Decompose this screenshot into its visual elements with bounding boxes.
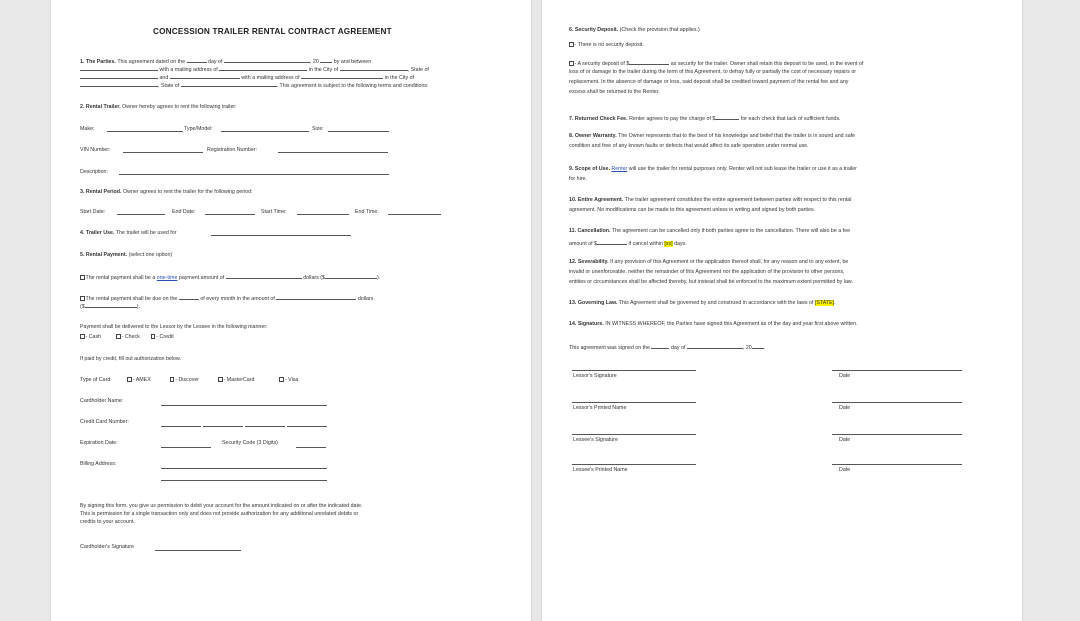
amount-blank[interactable] — [325, 272, 377, 279]
lessor-signature-field[interactable] — [572, 370, 696, 371]
deposit-line-2: loss of or damage to the trailer during the term of this Agreement, to defray fully or partially the cost of necessary repairs or — [569, 69, 857, 75]
text: - Check — [121, 334, 140, 340]
end-time-field[interactable] — [388, 214, 441, 215]
section-heading: 11. Cancellation. — [569, 228, 611, 234]
text: as security for the trailer. Owner shall retain this deposit to be used, in the event of — [670, 61, 864, 67]
signed-year-blank[interactable] — [752, 342, 764, 349]
owner-name-blank[interactable] — [80, 64, 158, 71]
lessee-printed-name-label: Lessee's Printed Name — [573, 467, 628, 473]
authorization-line-3: credits to your account. — [80, 519, 135, 525]
credit-checkbox[interactable] — [151, 334, 156, 339]
text: - MasterCard — [223, 377, 255, 383]
text: The Owner represents that to the best of his knowledge and belief that the trailer is in sound and safe — [618, 133, 856, 139]
card-number-field-4[interactable] — [287, 426, 327, 427]
text: This agreement dated on the — [117, 59, 186, 65]
text: This Agreement shall be governed by and construed in accordance with the laws of — [618, 300, 814, 306]
page-title: CONCESSION TRAILER RENTAL CONTRACT AGREEMENT — [153, 27, 392, 36]
text: amount of $ — [569, 241, 597, 247]
deposit-checkbox[interactable] — [569, 61, 574, 66]
text: if cancel within — [628, 241, 663, 247]
section-scope-of-use — [569, 166, 857, 173]
deposit-amount-blank[interactable] — [629, 58, 669, 65]
amex-checkbox[interactable] — [127, 377, 132, 382]
signed-on-line — [569, 342, 765, 352]
text: dollars — [357, 296, 374, 302]
text: with a mailing address of — [241, 75, 300, 81]
text: The rental payment shall be a — [85, 275, 156, 281]
visa-checkbox[interactable] — [279, 377, 284, 382]
text: . This agreement is subject to the following terms and conditions: — [276, 83, 429, 89]
owner-state-blank[interactable] — [80, 72, 158, 79]
renter-state-blank[interactable] — [181, 80, 277, 87]
credit-intro: If paid by credit, fill out authorization below. — [80, 356, 181, 362]
deposit-option-line-1 — [569, 58, 863, 68]
text: IN WITNESS WHEREOF, the Parties have signed this Agreement as of the day and year first above written. — [605, 321, 858, 327]
owner-city-blank[interactable] — [340, 64, 408, 71]
section-security-deposit — [569, 27, 700, 34]
lessor-printed-name-field[interactable] — [572, 402, 696, 403]
text: dollars ($ — [303, 275, 325, 281]
section-trailer-use — [80, 230, 177, 237]
payment-delivery-text: Payment shall be delivered to the Lessor by the Lessee in the following manner: — [80, 324, 268, 330]
card-type-row — [80, 377, 298, 384]
renter-address-blank[interactable] — [301, 72, 383, 79]
lessee-signature-label: Lessee's Signature — [573, 437, 618, 443]
expiration-label: Expiration Date: — [80, 440, 118, 446]
no-deposit-option — [569, 42, 644, 49]
lessee-printed-name-field[interactable] — [572, 464, 696, 465]
owner-address-blank[interactable] — [219, 64, 307, 71]
text: with a mailing address of — [159, 67, 218, 73]
deposit-line-3: replacement. In the absence of damage or loss, said deposit shall be credited toward payment of the rental fee and any — [569, 79, 849, 85]
year-blank[interactable] — [320, 56, 332, 63]
registration-field[interactable] — [278, 152, 388, 153]
section-heading: 1. The Parties. — [80, 59, 116, 65]
one-time-checkbox[interactable] — [80, 275, 85, 280]
cardholder-signature-field[interactable] — [155, 550, 241, 551]
text: - Discover — [175, 377, 200, 383]
section-heading: 2. Rental Trailer. — [80, 104, 121, 110]
section-heading: 8. Owner Warranty. — [569, 133, 617, 139]
text: This agreement was signed on the — [569, 345, 650, 351]
end-date-label: End Date: — [172, 209, 196, 215]
cash-checkbox[interactable] — [80, 334, 85, 339]
cancel-fee-blank[interactable] — [597, 238, 627, 245]
section-entire-agreement — [569, 197, 851, 204]
section-heading: 4. Trailer Use. — [80, 230, 115, 236]
card-number-field-1[interactable] — [161, 426, 201, 427]
severability-line-2: invalid or unenforceable, neither the remainder of this Agreement nor the application of the provision to other persons, — [569, 269, 845, 275]
text: day of — [208, 59, 223, 65]
text: day of — [670, 345, 686, 351]
section-heading: 6. Security Deposit. — [569, 27, 619, 33]
cardholder-signature-label: Cardholder's Signature — [80, 544, 135, 550]
type-model-label: Type/Model: — [184, 126, 213, 132]
start-date-field[interactable] — [117, 214, 165, 215]
text: Renter agrees to pay the charge of $ — [629, 116, 716, 122]
text: for each check that lack of sufficient funds. — [740, 116, 841, 122]
mastercard-checkbox[interactable] — [218, 377, 223, 382]
security-code-field[interactable] — [296, 447, 326, 448]
text: ). — [136, 304, 140, 310]
due-day-blank[interactable] — [179, 293, 199, 300]
renter-name-blank[interactable] — [170, 72, 240, 79]
section-severability — [569, 259, 848, 266]
card-number-field-3[interactable] — [245, 426, 285, 427]
cardholder-name-label: Cardholder Name: — [80, 398, 124, 404]
text: in the City of — [384, 75, 415, 81]
description-field[interactable] — [119, 174, 389, 175]
text: Owner hereby agrees to rent the following trailer: — [122, 104, 237, 110]
deposit-line-4: excess shall be returned to the Renter. — [569, 89, 660, 95]
text: - There is no security deposit. — [574, 42, 644, 48]
section-parties-line-4 — [80, 80, 429, 90]
end-time-label: End Time: — [355, 209, 379, 215]
section-returned-check-fee — [569, 113, 841, 123]
date-label: Date — [839, 373, 851, 379]
text: - Visa — [284, 377, 299, 383]
text: - Credit — [156, 334, 174, 340]
renter-link[interactable]: Renter — [611, 166, 628, 172]
text: of every month in the amount of — [200, 296, 275, 302]
trailer-use-field[interactable] — [211, 235, 351, 236]
text: (select one option) — [128, 252, 173, 258]
card-number-field-2[interactable] — [203, 426, 243, 427]
billing-address-field-1[interactable] — [161, 468, 327, 469]
check-fee-blank[interactable] — [715, 113, 739, 120]
text: , 20 — [309, 59, 319, 65]
text: If any provision of this Agreement or the application thereof shall, for any reason and to any extent, be — [610, 259, 849, 265]
text: . — [834, 300, 836, 306]
state-placeholder[interactable]: [STATE] — [814, 300, 835, 306]
lessor-name-date-field[interactable] — [832, 402, 962, 403]
entire-agreement-line-2: agreement. No modifications can be made to this agreement unless in writing and signed by both parties. — [569, 207, 816, 213]
authorization-line-1: By signing this form, you give us permission to debit your account for the amount indicated on or after the indicated date. — [80, 503, 363, 509]
payment-option-monthly-amount — [80, 301, 140, 311]
description-label: Description: — [80, 169, 108, 175]
section-rental-payment — [80, 252, 172, 259]
signed-day-blank[interactable] — [651, 342, 669, 349]
text: - AMEX — [132, 377, 151, 383]
end-date-field[interactable] — [205, 214, 255, 215]
amount-words-blank[interactable] — [226, 272, 302, 279]
text: (Check the provision that applies.) — [619, 27, 700, 33]
start-time-field[interactable] — [297, 214, 349, 215]
text: ($ — [80, 304, 85, 310]
authorization-line-2: This is permission for a single transaction only and does not provide authorization for any additional unrelated debits or — [80, 511, 359, 517]
lessee-signature-field[interactable] — [572, 434, 696, 435]
text: , 20 — [742, 345, 752, 351]
signed-month-blank[interactable] — [687, 342, 743, 349]
section-heading: 10. Entire Agreement. — [569, 197, 624, 203]
section-owner-warranty — [569, 133, 855, 140]
day-blank[interactable] — [187, 56, 207, 63]
billing-address-label: Billing Address: — [80, 461, 117, 467]
section-governing-law — [569, 300, 836, 307]
contract-page-1 — [50, 0, 532, 621]
one-time-link[interactable]: one-time — [156, 275, 178, 281]
lessor-printed-name-label: Lessor's Printed Name — [573, 405, 627, 411]
text: ). — [377, 275, 381, 281]
text: The trailer will be used for — [115, 230, 177, 236]
text: - A security deposit of $ — [574, 61, 630, 67]
month-blank[interactable] — [224, 56, 310, 63]
start-time-label: Start Time: — [261, 209, 287, 215]
date-label: Date — [839, 467, 851, 473]
monthly-amount-blank[interactable] — [85, 301, 137, 308]
text: in the City of — [308, 67, 339, 73]
section-cancellation — [569, 228, 850, 235]
size-label: Size: — [312, 126, 324, 132]
text: . — [763, 345, 766, 351]
expiration-field[interactable] — [161, 447, 211, 448]
text: The agreement can be cancelled only if both parties agree to the cancellation. There will also be a fee — [611, 228, 851, 234]
days-placeholder[interactable]: [xx] — [664, 241, 673, 247]
text: , State of — [407, 67, 429, 73]
security-code-label: Security Code (3 Digits) — [222, 440, 278, 446]
severability-line-3: entities or circumstances shall be affected thereby, but instead shall be enforced to the maximum extent permitted by law. — [569, 279, 853, 285]
text: The trailer agreement constitutes the entire agreement between parties with respect to this rental — [624, 197, 852, 203]
lessor-signature-date-field[interactable] — [832, 370, 962, 371]
section-heading: 3. Rental Period. — [80, 189, 122, 195]
text: - Cash — [85, 334, 102, 340]
make-field[interactable] — [107, 131, 183, 132]
contract-page-2 — [541, 0, 1023, 621]
lessee-signature-date-field[interactable] — [832, 434, 962, 435]
section-rental-trailer — [80, 104, 237, 111]
size-field[interactable] — [328, 131, 389, 132]
cardholder-name-field[interactable] — [161, 405, 327, 406]
cancellation-line-2 — [569, 238, 687, 248]
section-heading: 13. Governing Law. — [569, 300, 618, 306]
card-type-label: Type of Card — [80, 377, 111, 383]
section-heading: 9. Scope of Use. — [569, 166, 610, 172]
text: , State of — [158, 83, 180, 89]
vin-field[interactable] — [123, 152, 203, 153]
text: The rental payment shall be due on the — [85, 296, 178, 302]
check-checkbox[interactable] — [116, 334, 121, 339]
text: days. — [674, 241, 687, 247]
renter-city-blank[interactable] — [80, 80, 158, 87]
make-label: Make: — [80, 126, 95, 132]
lessor-signature-label: Lessor's Signature — [573, 373, 617, 379]
section-heading: 12. Severability. — [569, 259, 609, 265]
type-model-field[interactable] — [221, 131, 309, 132]
lessee-name-date-field[interactable] — [832, 464, 962, 465]
owner-warranty-line-2: condition and free of any known faults or defects that would affect its safe operation under normal use. — [569, 143, 809, 149]
discover-checkbox[interactable] — [170, 377, 175, 382]
section-rental-period — [80, 189, 253, 196]
card-number-label: Credit Card Number: — [80, 419, 129, 425]
date-label: Date — [839, 437, 851, 443]
section-heading: 7. Returned Check Fee. — [569, 116, 628, 122]
scope-of-use-line-2: for hire. — [569, 176, 587, 182]
text: and — [159, 75, 169, 81]
text: Owner agrees to rent the trailer for the following period: — [123, 189, 253, 195]
vin-label: VIN Number: — [80, 147, 111, 153]
text: will use the trailer for rental purposes only. Renter will not sub lease the trailer or use it as a trailer — [628, 166, 857, 172]
billing-address-field-2[interactable] — [161, 480, 327, 481]
no-deposit-checkbox[interactable] — [569, 42, 574, 47]
start-date-label: Start Date: — [80, 209, 106, 215]
text: by and between — [333, 59, 372, 65]
registration-label: Registration Number: — [207, 147, 258, 153]
monthly-amount-words-blank[interactable] — [276, 293, 356, 300]
section-signature — [569, 321, 858, 328]
monthly-checkbox[interactable] — [80, 296, 85, 301]
section-heading: 5. Rental Payment. — [80, 252, 128, 258]
payment-method-options — [80, 334, 174, 341]
date-label: Date — [839, 405, 851, 411]
text: payment amount of — [178, 275, 225, 281]
section-heading: 14. Signature. — [569, 321, 604, 327]
payment-option-one-time — [80, 272, 380, 282]
